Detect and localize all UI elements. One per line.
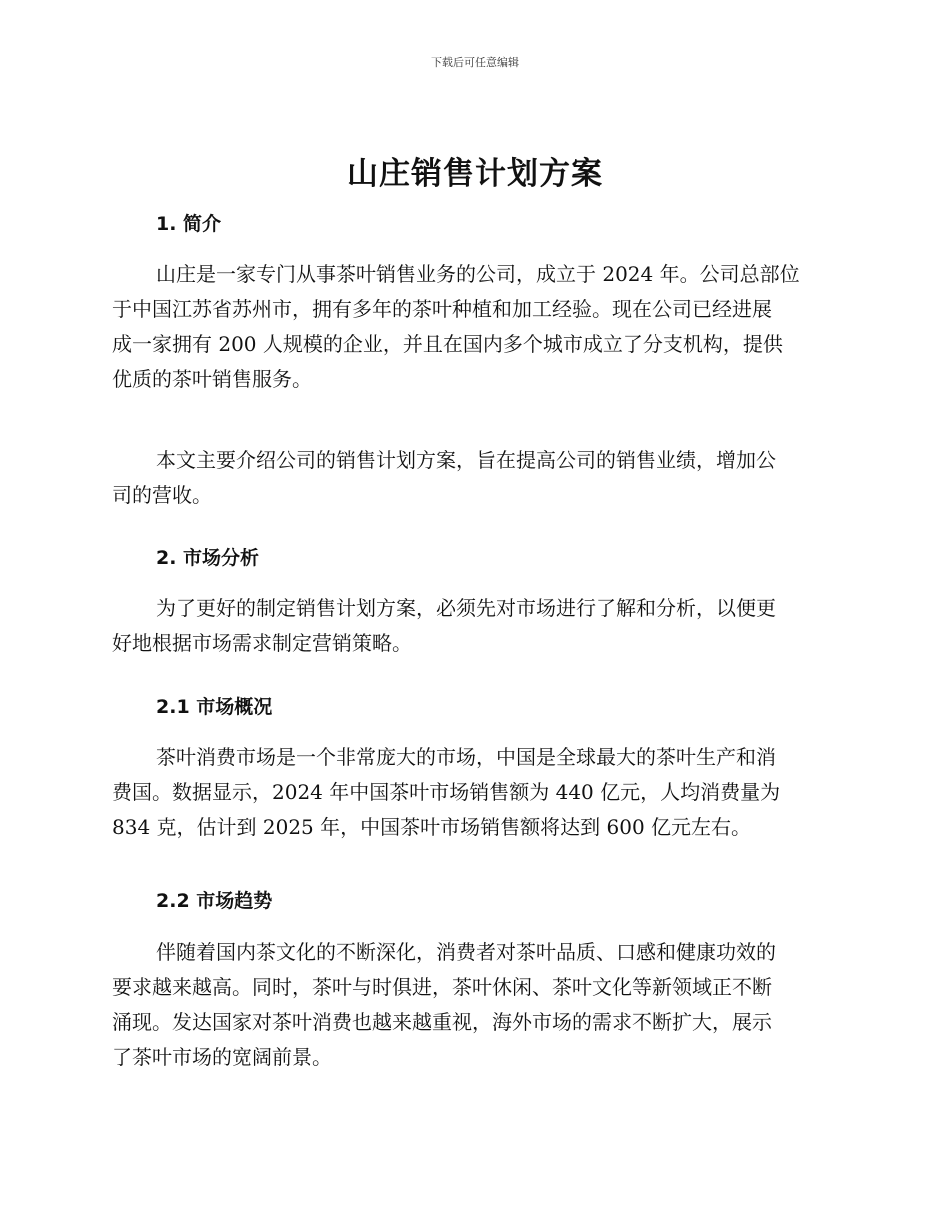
section-paragraph (112, 443, 832, 513)
paragraph-line: 为了更好的制定销售计划方案，必须先对市场进行了解和分析，以便更 (156, 596, 776, 620)
paragraph-line: 司的营收。 (112, 483, 212, 507)
section-paragraph (112, 935, 832, 1075)
paragraph-line: 好地根据市场需求制定营销策略。 (112, 631, 412, 655)
paragraph-line: 了茶叶市场的宽阔前景。 (112, 1045, 332, 1069)
section-heading: 2. 市场分析 (156, 547, 260, 569)
section-paragraph (112, 591, 832, 661)
paragraph-line: 费国。数据显示，2024 年中国茶叶市场销售额为 440 亿元，人均消费量为 (112, 780, 781, 804)
paragraph-line: 山庄是一家专门从事茶叶销售业务的公司，成立于 2024 年。公司总部位 (156, 262, 800, 286)
paragraph-line: 要求越来越高。同时，茶叶与时俱进，茶叶休闲、茶叶文化等新领域正不断 (112, 975, 772, 999)
paragraph-line: 优质的茶叶销售服务。 (112, 367, 312, 391)
section-heading: 2.1 市场概况 (156, 696, 273, 718)
section-paragraph (112, 740, 832, 845)
paragraph-line: 茶叶消费市场是一个非常庞大的市场，中国是全球最大的茶叶生产和消 (156, 745, 776, 769)
paragraph-line: 本文主要介绍公司的销售计划方案，旨在提高公司的销售业绩，增加公 (156, 448, 776, 472)
section-heading: 1. 简介 (156, 213, 222, 235)
section-paragraph (112, 257, 832, 397)
paragraph-line: 伴随着国内茶文化的不断深化，消费者对茶叶品质、口感和健康功效的 (156, 940, 776, 964)
paragraph-line: 涌现。发达国家对茶叶消费也越来越重视，海外市场的需求不断扩大，展示 (112, 1010, 772, 1034)
paragraph-line: 于中国江苏省苏州市，拥有多年的茶叶种植和加工经验。现在公司已经进展 (112, 297, 772, 321)
paragraph-line: 成一家拥有 200 人规模的企业，并且在国内多个城市成立了分支机构，提供 (112, 332, 783, 356)
document-title: 山庄销售计划方案 (347, 156, 603, 192)
header-note: 下载后可任意编辑 (431, 56, 519, 69)
paragraph-line: 834 克，估计到 2025 年，中国茶叶市场销售额将达到 600 亿元左右。 (112, 815, 752, 839)
section-heading: 2.2 市场趋势 (156, 890, 273, 912)
